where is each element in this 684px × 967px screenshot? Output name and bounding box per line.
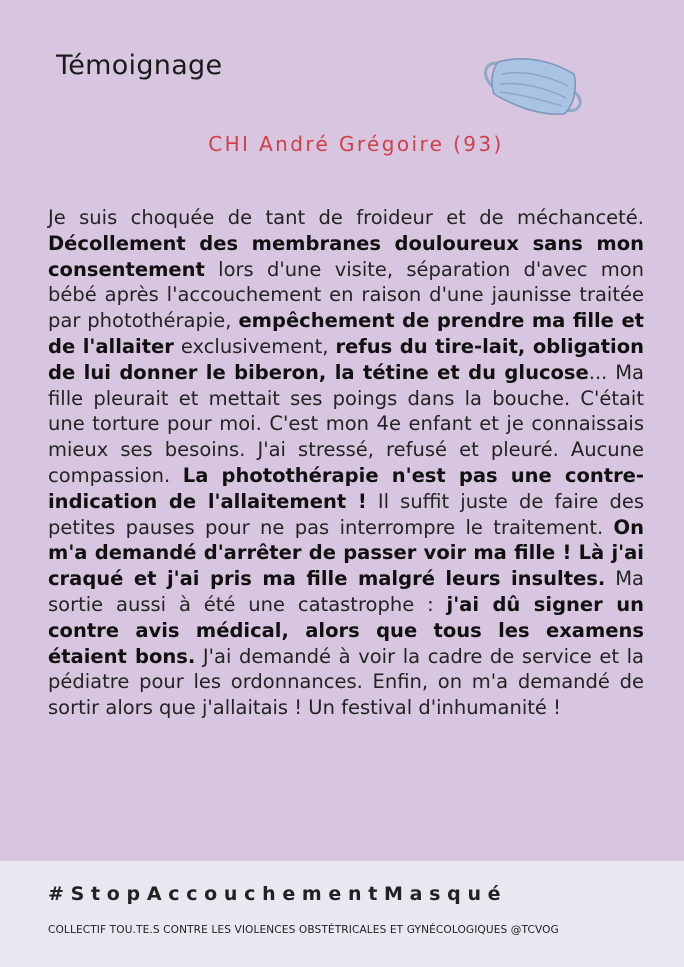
collective-signature: COLLECTIF TOU.TE.S CONTRE LES VIOLENCES OBSTÉTRICALES ET GYNÉCOLOGIQUES @TCVOG <box>48 924 559 936</box>
testimony-text <box>48 205 644 721</box>
hashtag: #StopAccouchementMasqué <box>48 883 508 905</box>
face-mask-icon <box>478 52 588 122</box>
hospital-name: CHI André Grégoire (93) <box>208 132 504 156</box>
testimony-segment: ... Ma fille pleurait et mettait ses poings dans la bouche. C'était une torture pour moi. C'est mon 4e enfant et je connaissais mieux ses besoins. J'ai stressé, refusé et pleuré. Aucune compassion. <box>48 360 644 487</box>
testimony-segment: exclusivement, <box>173 334 336 358</box>
testimony-highlight: j'ai dû signer un contre avis médical, alors que tous les examens étaient bons. <box>48 592 644 668</box>
testimony-highlight: La photothérapie n'est pas une contre-indication de l'allaitement ! <box>48 463 645 513</box>
testimony-segment: Je suis choquée de tant de froideur et de méchanceté. <box>48 206 644 229</box>
testimony-highlight: refus du tire-lait, obligation de lui donner le biberon, la tétine et du glucose <box>48 334 644 384</box>
testimony-highlight: On m'a demandé d'arrêter de passer voir ma fille ! Là j'ai craqué et j'ai pris ma fille malgré leurs insultes. <box>48 515 644 591</box>
page-title: Témoignage <box>56 50 223 81</box>
testimony-segment: Ma sortie aussi à été une catastrophe : <box>48 567 644 616</box>
testimony-segment: J'ai demandé à voir la cadre de service et la pédiatre pour les ordonnances. Enfin, on m'a demandé de sortir alors que j'allaitais ! Un festival d'inhumanité ! <box>48 644 644 720</box>
footer <box>0 861 684 967</box>
testimony-segment: lors d'une visite, séparation d'avec mon bébé après l'accouchement en raison d'une jaunisse traitée par photothérapie, <box>48 257 644 333</box>
testimony-segment: Il suffit juste de faire des petites pauses pour ne pas interrompre le traitement. <box>48 489 644 539</box>
testimony-highlight: Décollement des membranes douloureux sans mon consentement <box>48 231 644 281</box>
testimony-highlight: empêchement de prendre ma fille et de l'allaiter <box>48 309 644 358</box>
